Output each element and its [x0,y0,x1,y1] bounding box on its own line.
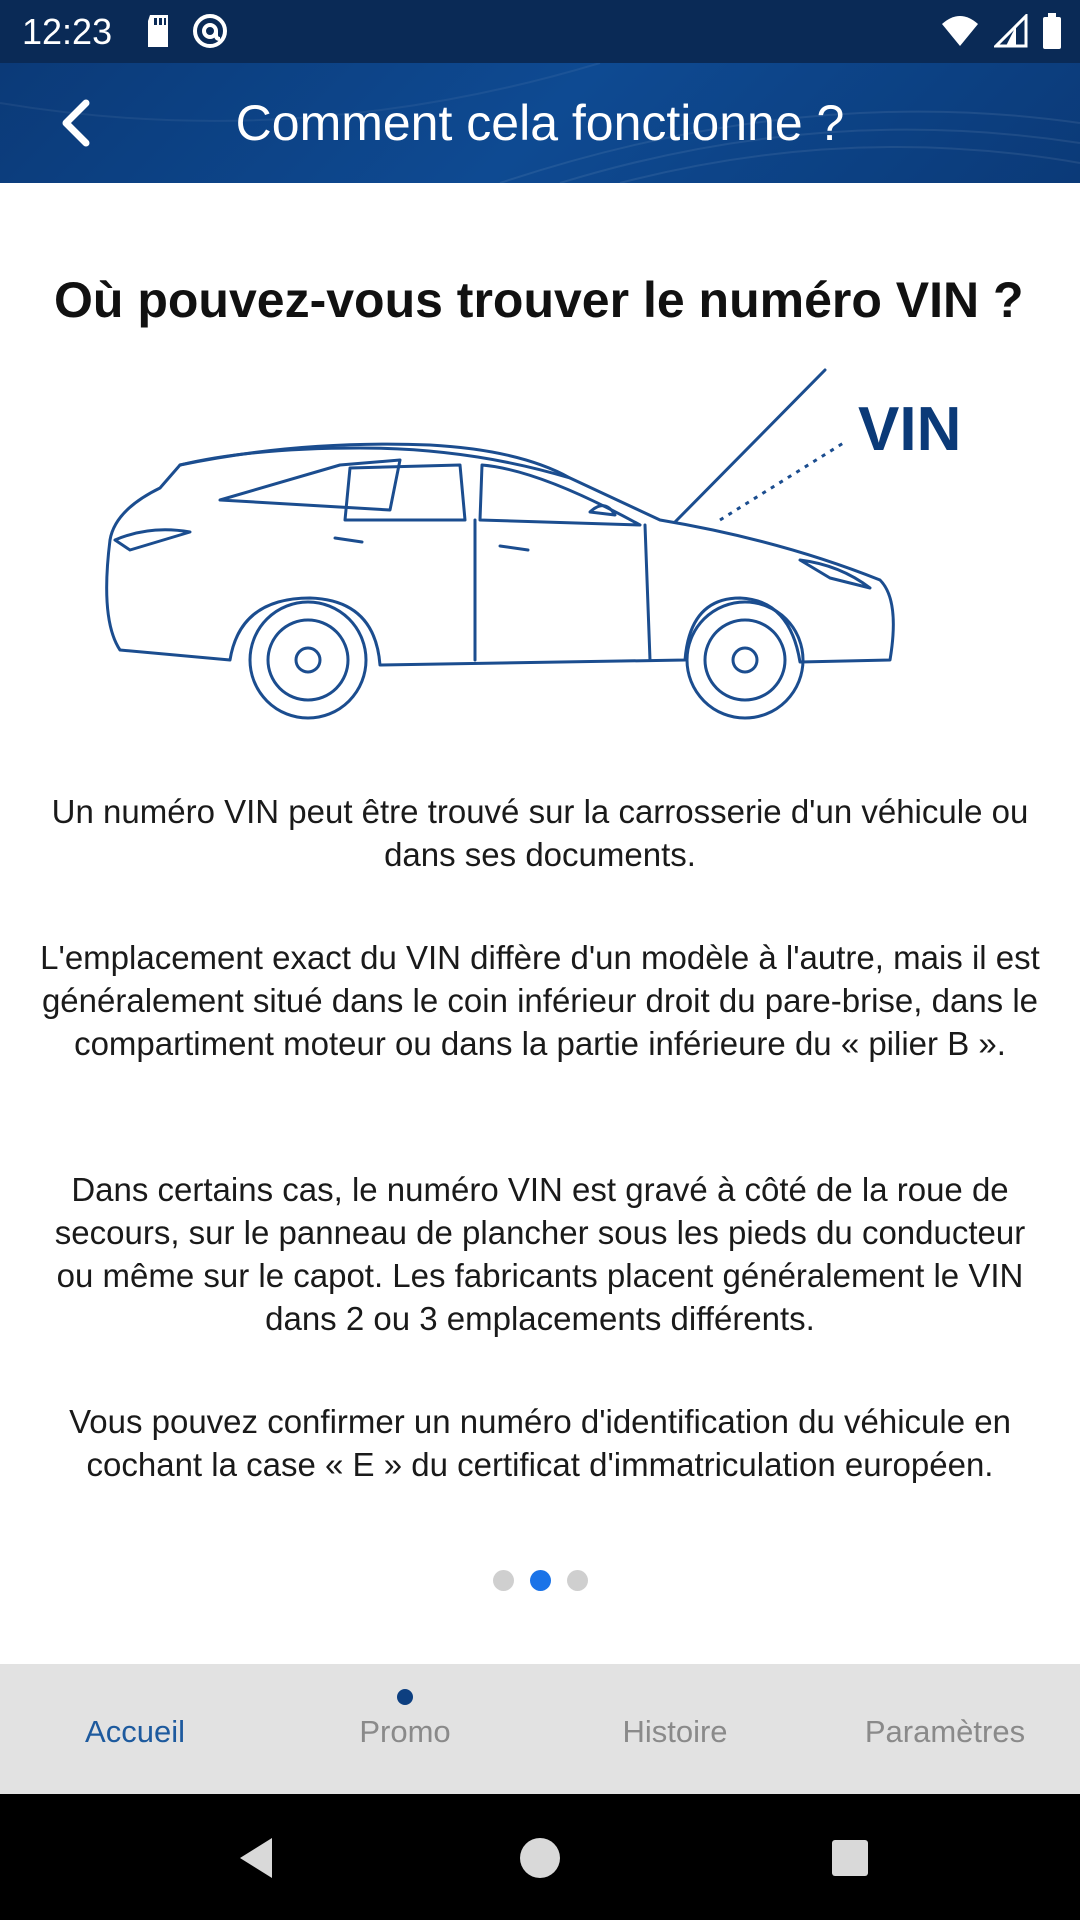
car-door-handle-rear [335,538,362,542]
square-recents-icon [826,1834,874,1882]
car-open-hood [675,370,825,522]
content-heading: Où pouvez-vous trouver le numéro VIN ? [54,272,1024,328]
nav-label-parametres: Paramètres [864,1714,1026,1749]
wifi-icon [940,14,980,53]
status-left-icons [144,13,228,54]
car-mirror [590,506,615,515]
vin-pointer-line [720,442,845,520]
battery-icon [1042,13,1062,54]
status-right-icons [940,13,1062,54]
circle-home-icon [516,1834,564,1882]
nav-label-histoire: Histoire [622,1714,728,1749]
car-middle-window [345,465,465,520]
nav-item-parametres[interactable] [810,1664,1080,1794]
paragraph-1: Un numéro VIN peut être trouvé sur la carrosserie d'un véhicule ou dans ses documents. [51,793,1029,873]
paragraph-4: Vous pouvez confirmer un numéro d'identification du véhicule en cochant la case « E » du certificat d'immatriculation européen. [69,1403,1011,1483]
promo-badge-dot [397,1689,413,1705]
paragraph-3: Dans certains cas, le numéro VIN est gravé à côté de la roue de secours, sur le panneau de plancher sous les pieds du conducteur ou même sur le capot. Les fabricants placent généralement le VIN dans 2 ou 3 emplacements différents. [54,1171,1026,1337]
nav-item-promo[interactable] [270,1664,540,1794]
app-bar [0,63,1080,183]
system-navigation-bar [0,1794,1080,1920]
triangle-back-icon [232,1834,280,1882]
cell-signal-icon [994,14,1028,53]
nav-label-promo: Promo [359,1714,451,1749]
page-indicator [0,1570,1080,1591]
page-title: Comment cela fonctionne ? [235,95,845,151]
sd-card-icon [144,13,172,54]
status-bar [0,0,1080,63]
car-door-handle-front [500,546,528,550]
bottom-navigation [0,1664,1080,1794]
nav-item-histoire[interactable] [540,1664,810,1794]
car-door-line-front [645,525,650,660]
system-back-button[interactable] [232,1834,280,1887]
system-recents-button[interactable] [826,1834,874,1887]
at-sign-icon [192,13,228,54]
system-home-button[interactable] [516,1834,564,1887]
nav-item-accueil[interactable] [0,1664,270,1794]
car-vin-illustration [100,360,980,730]
page-dot-2[interactable] [530,1570,551,1591]
nav-label-accueil: Accueil [85,1714,185,1749]
car-taillight [115,530,190,550]
page-dot-3[interactable] [567,1570,588,1591]
page-dot-1[interactable] [493,1570,514,1591]
status-time: 12:23 [22,11,113,52]
vin-label: VIN [858,395,962,464]
paragraph-2: L'emplacement exact du VIN diffère d'un modèle à l'autre, mais il est généralement situé dans le coin inférieur droit du pare-brise, dans le compartiment moteur ou dans la partie inférieure du « pilier B ». [40,939,1040,1062]
